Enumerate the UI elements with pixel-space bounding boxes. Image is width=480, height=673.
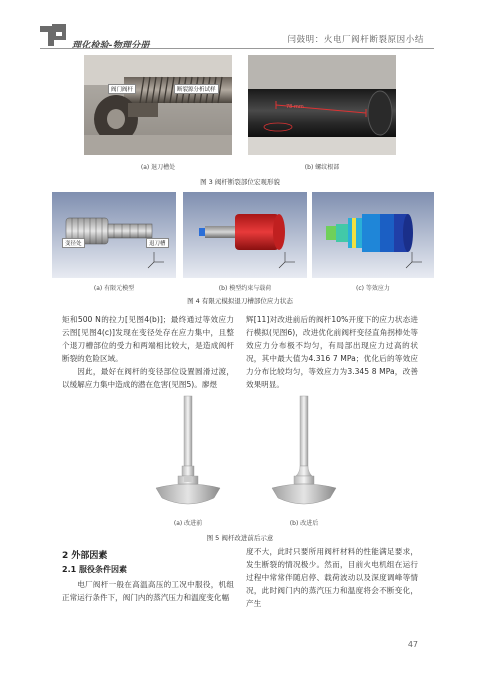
figure4a-label-groove: 退刀槽 [146, 238, 169, 248]
paragraph: 电厂阀杆一般在高温高压的工况中服役，机组正常运行条件下，阀门内的蒸汽压力和温度变化幅 [62, 580, 234, 603]
figure3-caption: 图 3 阀杆断裂部位宏观形貌 [200, 178, 280, 186]
section-heading: 2 外部因素 [62, 551, 108, 561]
figure3b-measure-label: 78 mm [286, 104, 304, 110]
figure4b-model [183, 192, 307, 278]
figure4c-stress-contour [312, 192, 434, 278]
figure5a-drawing [138, 392, 238, 512]
figure3a-label-valve-stem: 阀门阀杆 [108, 84, 136, 94]
body-left-column-upper [62, 313, 234, 392]
figure5b-drawing [254, 392, 354, 512]
figure5b-caption: (b) 改进后 [289, 520, 319, 527]
paragraph: 度不大，此时只要所用阀杆材料的性能满足要求，发生断裂的情况极少。然而，目前火电机组在运行过程中常常伴随启停、载荷波动以及深度调峰等情况，此时阀门内的蒸汽压力和温度将会不断变化，产生 [246, 547, 418, 609]
figure4c-caption: (c) 等效应力 [356, 285, 390, 292]
subsection-heading: 2.1 服役条件因素 [62, 565, 127, 574]
journal-logo [40, 24, 70, 46]
paragraph: 矩和500 N的拉力[见图4(b)]；最终通过等效应力云图[见图4(c)]发现在变径处存在应力集中，且整个退刀槽部位的受力和两端相比较大，是造成阀杆断裂的危险区域。 [62, 315, 234, 364]
figure5a-caption: (a) 改进前 [173, 520, 203, 527]
figure3a-label-sample: 断裂源分析试样 [174, 84, 219, 94]
figure4b-caption: (b) 模型约束与载荷 [218, 285, 272, 292]
paragraph: 因此，最好在阀杆的变径部位设置圆滑过渡，以缓解应力集中造成的潜在危害(见图5)。廖煜 [62, 367, 234, 390]
figure3a-caption: (a) 退刀槽处 [140, 164, 176, 171]
body-right-column-upper [246, 313, 418, 392]
figure3a-photo [84, 55, 232, 155]
header-rule [40, 48, 434, 49]
figure4a-model [52, 192, 176, 278]
figure3b-photo [248, 55, 396, 155]
running-title: 闫鼓明：火电厂阀杆断裂原因小结 [287, 35, 424, 45]
figure4-caption: 图 4 有限元模拟退刀槽部位应力状态 [187, 297, 293, 305]
body-left-column-lower [62, 578, 234, 604]
figure3b-caption: (b) 螺纹根部 [304, 164, 340, 171]
figure4a-caption: (a) 有限元模型 [93, 285, 135, 292]
page-number: 47 [407, 640, 418, 649]
figure4a-label-transition: 变径处 [62, 238, 85, 248]
body-right-column-lower [246, 545, 418, 610]
figure5-caption: 图 5 阀杆改进前后示意 [206, 534, 274, 542]
journal-name: 理化检验-物理分册 [72, 41, 150, 51]
paragraph: 辉[11]对改进前后的阀杆10%开度下的应力状态进行模拟(见图6)，改进优化前阀杆变径直角拐棒处等效应力分布极不均匀，有局部出现应力过高的状况，其中最大值为4.316 7 MPa；优化后的等效应力分布比较均匀，等效应力为3.345 8 MPa，改善效果明显。 [246, 315, 418, 390]
